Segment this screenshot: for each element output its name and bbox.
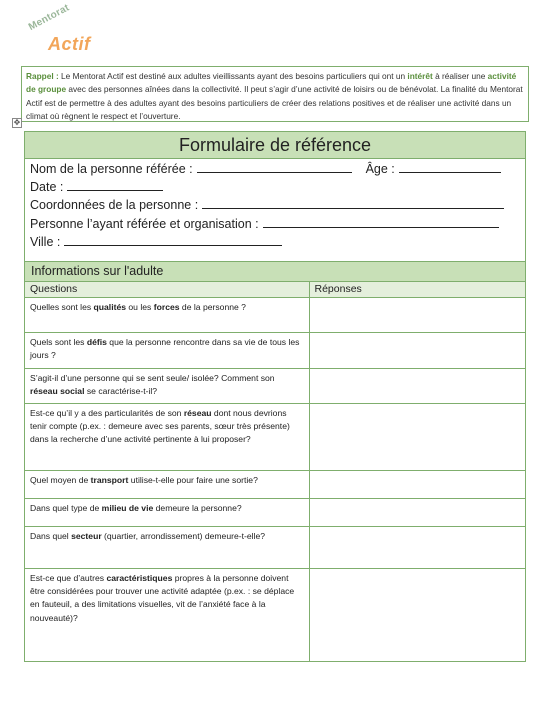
answer-cell[interactable] <box>309 333 525 369</box>
col-header-questions: Questions <box>25 282 309 298</box>
answer-cell[interactable] <box>309 369 525 404</box>
question-cell: S’agit-il d’une personne qui se sent seule/ isolée? Comment son réseau social se caractérise-t-il? <box>25 369 309 404</box>
field-blank-nom[interactable] <box>197 160 352 173</box>
field-row-coordonnees <box>30 196 520 214</box>
answer-cell[interactable] <box>309 404 525 471</box>
rappel-label: Rappel : <box>26 71 59 81</box>
field-label-nom: Nom de la personne référée : <box>30 162 193 176</box>
answer-cell[interactable] <box>309 298 525 333</box>
question-cell: Est-ce que d’autres caractéristiques propres à la personne doivent être considérées pour trouver une activité adaptée (p.ex. : se déplace en fauteuil, a des limitations visuelles, vit de l’anxiété face à la nouveauté)? <box>25 569 309 662</box>
table-row <box>25 499 525 527</box>
table-row <box>25 404 525 471</box>
field-blank-coordonnees[interactable] <box>202 196 504 209</box>
referral-form <box>24 131 526 662</box>
question-cell: Quels sont les défis que la personne rencontre dans sa vie de tous les jours ? <box>25 333 309 369</box>
logo-main-text: Actif <box>48 34 91 54</box>
table-row <box>25 333 525 369</box>
question-cell: Quelles sont les qualités ou les forces de la personne ? <box>25 298 309 333</box>
question-cell: Quel moyen de transport utilise-t-elle pour faire une sortie? <box>25 471 309 499</box>
field-label-ville: Ville : <box>30 234 61 249</box>
table-move-handle-icon[interactable]: ✥ <box>13 118 21 127</box>
rappel-interet: intérêt <box>407 71 433 81</box>
rappel-text-1: Le Mentorat Actif est destiné aux adultes vieillissants ayant des besoins particuliers qui ont un <box>58 71 408 81</box>
field-label-coordonnees: Coordonnées de la personne : <box>30 198 199 213</box>
col-header-reponses: Réponses <box>309 282 525 298</box>
identity-fields <box>25 159 525 262</box>
field-blank-referent[interactable] <box>263 215 499 228</box>
info-section-header: Informations sur l'adulte <box>25 262 525 282</box>
table-header-row <box>25 282 525 298</box>
answer-cell[interactable] <box>309 499 525 527</box>
table-row <box>25 527 525 569</box>
form-title: Formulaire de référence <box>25 132 525 159</box>
field-label-date: Date : <box>30 180 64 195</box>
field-label-age: Âge : <box>365 162 395 176</box>
rappel-text-3: avec des personnes aînées dans la collectivité. Il peut s’agir d’une activité de loisirs ou de bénévolat. La finalité du Mentorat Actif est de permettre à des adultes ayant des besoins particuliers de créer des relations positives et de réaliser une activité dans un climat où règnent le respect et l’ouverture. <box>26 84 523 121</box>
field-blank-date[interactable] <box>67 178 163 191</box>
answer-cell[interactable] <box>309 569 525 662</box>
question-cell: Est-ce qu’il y a des particularités de son réseau dont nous devrions tenir compte (p.ex. : demeure avec ses parents, sœur très présente) dans la recherche d’une activité pertinente à lui proposer? <box>25 404 309 471</box>
rappel-box <box>21 66 529 122</box>
question-cell: Dans quel type de milieu de vie demeure la personne? <box>25 499 309 527</box>
answer-cell[interactable] <box>309 527 525 569</box>
field-label-referent: Personne l’ayant référée et organisation : <box>30 216 259 231</box>
logo <box>26 2 102 56</box>
field-blank-ville[interactable] <box>64 233 282 246</box>
field-row-referent <box>30 215 520 233</box>
table-row <box>25 369 525 404</box>
table-row <box>25 569 525 662</box>
questions-table <box>25 282 525 662</box>
table-row <box>25 298 525 333</box>
table-row <box>25 471 525 499</box>
question-cell: Dans quel secteur (quartier, arrondissement) demeure-t-elle? <box>25 527 309 569</box>
field-row-ville <box>30 233 520 251</box>
rappel-activite: activité de groupe <box>26 71 517 95</box>
field-row-nom-age <box>30 160 520 178</box>
rappel-text-2: à réaliser une <box>432 71 488 81</box>
logo-arc-text: Mentorat <box>26 2 72 33</box>
field-blank-age[interactable] <box>399 160 501 173</box>
field-row-date <box>30 178 520 196</box>
answer-cell[interactable] <box>309 471 525 499</box>
